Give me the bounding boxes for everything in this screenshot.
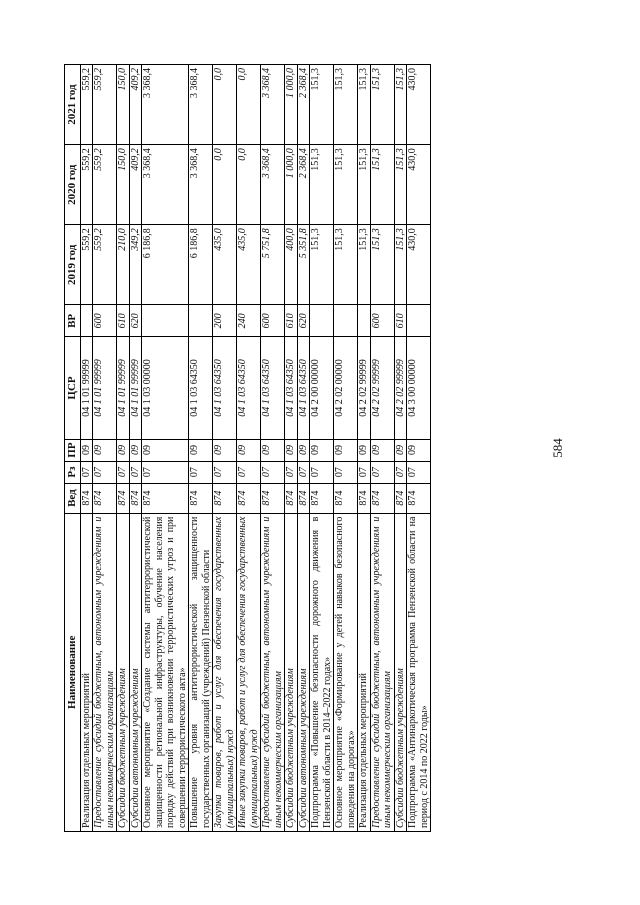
cell-vr: 240 [237,305,261,337]
cell-csr: 04 1 03 64350 [285,337,298,439]
cell-y2019: 151,3 [334,225,358,305]
cell-name: Субсидии бюджетным учреждениям [285,513,298,831]
cell-csr: 04 2 02 99999 [358,337,371,439]
cell-name: Основное мероприятие «Создание системы антитеррористической защищенности региональной инфраструктуры, обучение населения порядку действий при возникновении террористических угроз и при совершении террористического акта» [142,513,189,831]
cell-y2019: 151,3 [358,225,371,305]
cell-y2021: 2 368,4 [297,65,310,145]
cell-vr [310,305,334,337]
table-row [129,65,142,832]
cell-ved: 874 [80,483,93,513]
cell-vr [189,305,213,337]
cell-rz: 07 [297,461,310,483]
cell-y2020: 3 368,4 [142,145,189,225]
table-row [285,65,298,832]
cell-pr: 09 [142,439,189,461]
cell-y2021: 3 368,4 [142,65,189,145]
cell-vr: 620 [297,305,310,337]
cell-y2021: 151,3 [370,65,394,145]
cell-vr [80,305,93,337]
cell-pr: 09 [297,439,310,461]
cell-rz: 07 [189,461,213,483]
cell-y2019: 435,0 [213,225,237,305]
cell-vr: 200 [213,305,237,337]
cell-name: Предоставление субсидий бюджетным, автономным учреждениям и иным некоммерческим организациям [93,513,117,831]
cell-csr: 04 1 03 00000 [142,337,189,439]
cell-y2019: 151,3 [394,225,407,305]
cell-ved: 874 [189,483,213,513]
cell-y2021: 409,2 [129,65,142,145]
cell-ved: 874 [370,483,394,513]
cell-name: Подпрограмма «Повышение безопасности дорожного движения в Пензенской области в 2014–2022 годах» [310,513,334,831]
cell-y2019: 6 186,8 [142,225,189,305]
cell-y2020: 151,3 [370,145,394,225]
cell-pr: 09 [93,439,117,461]
cell-y2020: 151,3 [394,145,407,225]
header-2021: 2021 год [65,65,81,145]
cell-y2021: 151,3 [358,65,371,145]
cell-y2021: 559,2 [93,65,117,145]
cell-y2019: 5 751,8 [261,225,285,305]
table-body [80,65,431,832]
cell-pr: 09 [80,439,93,461]
cell-y2019: 559,2 [80,225,93,305]
table-row [213,65,237,832]
cell-y2019: 559,2 [93,225,117,305]
cell-ved: 874 [285,483,298,513]
cell-y2021: 0,0 [237,65,261,145]
cell-y2020: 0,0 [237,145,261,225]
header-ved: Вед [65,483,81,513]
cell-pr: 09 [358,439,371,461]
cell-csr: 04 1 03 64350 [297,337,310,439]
table-row [80,65,93,832]
cell-y2021: 151,3 [334,65,358,145]
cell-y2019: 6 186,8 [189,225,213,305]
cell-y2020: 1 000,0 [285,145,298,225]
cell-rz: 07 [129,461,142,483]
cell-csr: 04 1 03 64350 [237,337,261,439]
cell-pr: 09 [117,439,130,461]
cell-vr [142,305,189,337]
cell-csr: 04 2 00 00000 [310,337,334,439]
cell-ved: 874 [93,483,117,513]
cell-name: Предоставление субсидий бюджетным, автономным учреждениям и иным некоммерческим организациям [370,513,394,831]
header-2019: 2019 год [65,225,81,305]
table-row [142,65,189,832]
cell-pr: 09 [407,439,431,461]
table-header-row [65,65,81,832]
cell-rz: 07 [394,461,407,483]
cell-y2020: 151,3 [358,145,371,225]
cell-name: Иные закупки товаров, работ и услуг для обеспечения государственных (муниципальных) нужд [237,513,261,831]
table-row [407,65,431,832]
cell-y2020: 559,2 [93,145,117,225]
cell-csr: 04 2 02 99999 [370,337,394,439]
cell-y2019: 349,2 [129,225,142,305]
cell-y2019: 400,0 [285,225,298,305]
cell-rz: 07 [285,461,298,483]
table-row [261,65,285,832]
cell-pr: 09 [261,439,285,461]
cell-rz: 07 [213,461,237,483]
cell-rz: 07 [358,461,371,483]
header-2020: 2020 год [65,145,81,225]
cell-rz: 07 [93,461,117,483]
cell-y2021: 0,0 [213,65,237,145]
cell-rz: 07 [237,461,261,483]
cell-vr: 610 [285,305,298,337]
cell-csr: 04 2 02 99999 [394,337,407,439]
cell-ved: 874 [237,483,261,513]
cell-rz: 07 [117,461,130,483]
table-row [310,65,334,832]
cell-pr: 09 [189,439,213,461]
cell-y2021: 151,3 [394,65,407,145]
cell-y2021: 151,3 [310,65,334,145]
cell-csr: 04 1 01 99999 [80,337,93,439]
cell-pr: 09 [213,439,237,461]
cell-name: Субсидии автономным учреждениям [129,513,142,831]
cell-y2019: 5 351,8 [297,225,310,305]
table-row [334,65,358,832]
cell-y2019: 210,0 [117,225,130,305]
cell-pr: 09 [370,439,394,461]
cell-vr [358,305,371,337]
cell-ved: 874 [394,483,407,513]
cell-pr: 09 [310,439,334,461]
cell-y2020: 2 368,4 [297,145,310,225]
header-name: Наименование [65,513,81,831]
cell-vr: 620 [129,305,142,337]
cell-csr: 04 1 01 99999 [117,337,130,439]
cell-y2021: 3 368,4 [189,65,213,145]
cell-rz: 07 [370,461,394,483]
table-row [394,65,407,832]
cell-ved: 874 [334,483,358,513]
cell-y2019: 151,3 [370,225,394,305]
cell-rz: 07 [334,461,358,483]
table-row [117,65,130,832]
table-row [297,65,310,832]
cell-y2020: 0,0 [213,145,237,225]
cell-y2020: 3 368,4 [261,145,285,225]
cell-vr: 610 [117,305,130,337]
table-row [370,65,394,832]
cell-csr: 04 1 03 64350 [189,337,213,439]
budget-table [64,64,431,832]
cell-name: Реализация отдельных мероприятий [358,513,371,831]
cell-csr: 04 1 03 64350 [261,337,285,439]
header-pr: ПР [65,439,81,461]
cell-rz: 07 [80,461,93,483]
cell-name: Закупка товаров, работ и услуг для обеспечения государственных (муниципальных) нужд [213,513,237,831]
cell-csr: 04 1 01 99999 [93,337,117,439]
cell-y2021: 430,0 [407,65,431,145]
table-row [189,65,213,832]
cell-ved: 874 [129,483,142,513]
cell-vr: 600 [370,305,394,337]
cell-y2020: 430,0 [407,145,431,225]
cell-y2021: 1 000,0 [285,65,298,145]
cell-name: Реализация отдельных мероприятий [80,513,93,831]
cell-y2020: 151,3 [310,145,334,225]
cell-csr: 04 2 02 00000 [334,337,358,439]
page-number: 584 [549,438,565,458]
cell-name: Предоставление субсидий бюджетным, автономным учреждениям и иным некоммерческим организациям [261,513,285,831]
cell-y2021: 150,0 [117,65,130,145]
table-row [237,65,261,832]
rotated-page-content [64,64,431,832]
header-csr: ЦСР [65,337,81,439]
cell-name: Субсидии автономным учреждениям [297,513,310,831]
table-row [358,65,371,832]
cell-vr: 610 [394,305,407,337]
cell-pr: 09 [394,439,407,461]
cell-csr: 04 3 00 00000 [407,337,431,439]
cell-ved: 874 [261,483,285,513]
cell-vr [407,305,431,337]
cell-rz: 07 [310,461,334,483]
cell-y2021: 3 368,4 [261,65,285,145]
cell-y2020: 409,2 [129,145,142,225]
cell-pr: 09 [237,439,261,461]
cell-y2019: 430,0 [407,225,431,305]
cell-y2020: 151,3 [334,145,358,225]
cell-ved: 874 [358,483,371,513]
cell-y2020: 150,0 [117,145,130,225]
cell-rz: 07 [142,461,189,483]
header-rz: Рз [65,461,81,483]
cell-vr [334,305,358,337]
cell-csr: 04 1 01 99999 [129,337,142,439]
cell-y2019: 151,3 [310,225,334,305]
cell-y2021: 559,2 [80,65,93,145]
cell-name: Субсидии бюджетным учреждениям [117,513,130,831]
cell-ved: 874 [407,483,431,513]
cell-y2019: 435,0 [237,225,261,305]
cell-name: Повышение уровня антитеррористической защищенности государственных организаций (учреждений) Пензенской области [189,513,213,831]
cell-name: Подпрограмма «Антинаркотическая программа Пензенской области на период с 2014 по 2022 годы» [407,513,431,831]
cell-pr: 09 [334,439,358,461]
cell-csr: 04 1 03 64350 [213,337,237,439]
cell-vr: 600 [93,305,117,337]
cell-pr: 09 [285,439,298,461]
cell-name: Основное мероприятие «Формирование у детей навыков безопасного поведения на дорогах» [334,513,358,831]
cell-ved: 874 [213,483,237,513]
cell-vr: 600 [261,305,285,337]
cell-y2020: 3 368,4 [189,145,213,225]
table-row [93,65,117,832]
cell-ved: 874 [142,483,189,513]
cell-rz: 07 [261,461,285,483]
cell-y2020: 559,2 [80,145,93,225]
cell-pr: 09 [129,439,142,461]
cell-name: Субсидии бюджетным учреждениям [394,513,407,831]
cell-ved: 874 [117,483,130,513]
cell-ved: 874 [310,483,334,513]
cell-rz: 07 [407,461,431,483]
header-vr: ВР [65,305,81,337]
cell-ved: 874 [297,483,310,513]
